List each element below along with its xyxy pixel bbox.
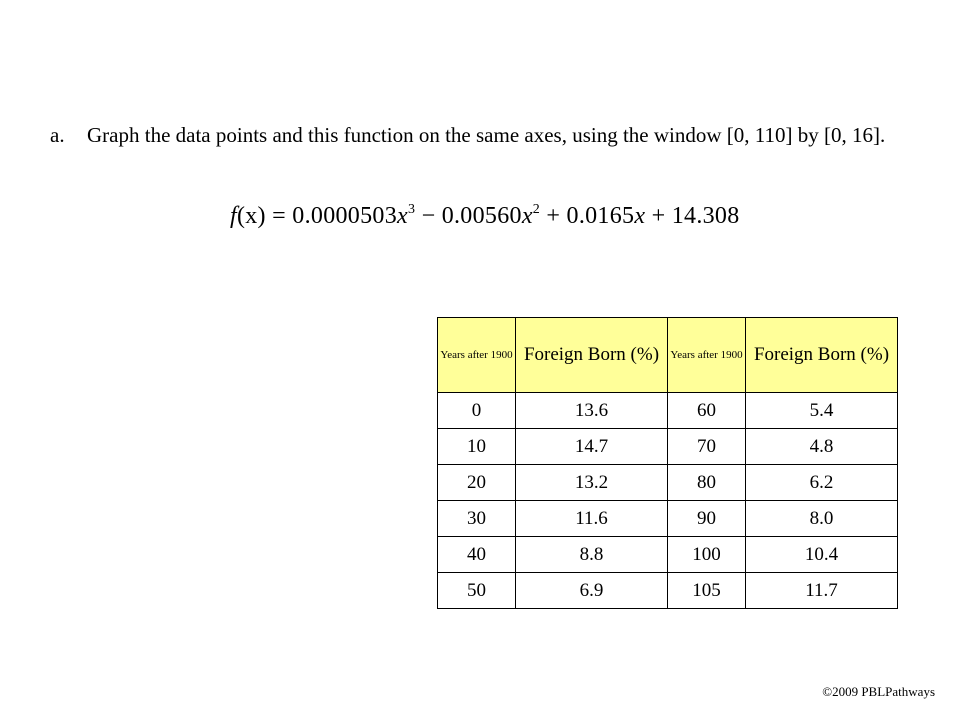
table-cell: 10 (438, 429, 516, 465)
formula-exponent: 3 (407, 202, 416, 217)
table-cell: 40 (438, 537, 516, 573)
table-cell: 50 (438, 573, 516, 609)
copyright-text: 2009 PBLPathways (832, 684, 935, 699)
question-text: Graph the data points and this function on the same axes, using the window [0, 110] by [0, 16]. (87, 123, 886, 147)
table-cell: 100 (668, 537, 746, 573)
formula-var: x (397, 203, 408, 229)
header-years-after-1900: Years after 1900 (668, 318, 746, 393)
table-cell: 70 (668, 429, 746, 465)
table-cell: 6.2 (746, 465, 898, 501)
table-row (438, 501, 898, 537)
formula-function-name: f (230, 203, 237, 229)
formula-linear-coef: + 0.0165 (540, 203, 635, 229)
table-cell: 4.8 (746, 429, 898, 465)
formula-var: x (634, 203, 646, 229)
table-row (438, 537, 898, 573)
table-cell: 10.4 (746, 537, 898, 573)
table-cell: 14.7 (516, 429, 668, 465)
table-row (438, 393, 898, 429)
table-cell: 13.6 (516, 393, 668, 429)
formula (230, 196, 740, 236)
table-cell: 13.2 (516, 465, 668, 501)
copyright-footer (822, 684, 935, 700)
table-cell: 11.6 (516, 501, 668, 537)
header-foreign-born-percent: Foreign Born (%) (746, 318, 898, 393)
copyright-symbol: © (822, 684, 833, 699)
table-cell: 90 (668, 501, 746, 537)
table-cell: 20 (438, 465, 516, 501)
table-cell: 8.0 (746, 501, 898, 537)
table-cell: 105 (668, 573, 746, 609)
table-row (438, 465, 898, 501)
formula-exponent: 2 (532, 202, 541, 217)
table-row (438, 573, 898, 609)
table-cell: 60 (668, 393, 746, 429)
data-table (437, 317, 898, 609)
table-cell: 5.4 (746, 393, 898, 429)
table-header-row (438, 318, 898, 393)
formula-cubic-coef: = 0.0000503 (265, 203, 397, 229)
formula-quadratic-coef: − 0.00560 (415, 203, 522, 229)
formula-constant: + 14.308 (645, 203, 740, 229)
table-cell: 80 (668, 465, 746, 501)
table-cell: 11.7 (746, 573, 898, 609)
formula-function-arg: (x) (236, 203, 266, 229)
question-item (50, 121, 930, 149)
table-cell: 6.9 (516, 573, 668, 609)
formula-var: x (521, 203, 533, 229)
question-marker: a. (50, 123, 65, 147)
header-years-after-1900: Years after 1900 (438, 318, 516, 393)
table-row (438, 429, 898, 465)
table-cell: 8.8 (516, 537, 668, 573)
table-cell: 0 (438, 393, 516, 429)
header-foreign-born-percent: Foreign Born (%) (516, 318, 668, 393)
table-cell: 30 (438, 501, 516, 537)
